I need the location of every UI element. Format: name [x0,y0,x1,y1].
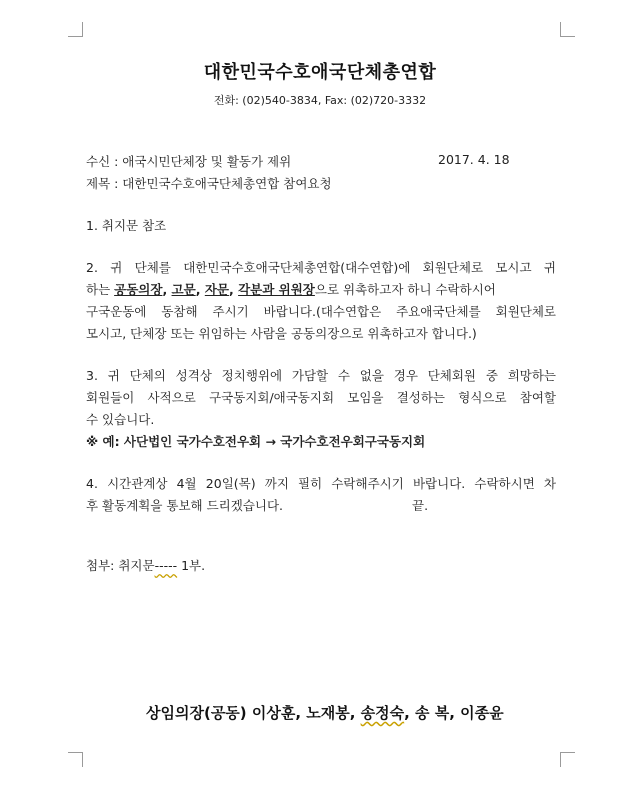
role-committee-chair: 각분과 위원장 [238,282,315,297]
closing-mark: 끝. [412,498,429,513]
role-consultant: 자문 [204,282,229,297]
item-3-line-1: 3. 귀 단체의 성격상 정치행위에 가담할 수 없을 경우 단체회원 중 희망하는 [86,368,556,383]
recipient-line: 수신 : 애국시민단체장 및 활동가 제위 [86,154,292,169]
page-corner-mark [560,22,575,37]
item-2-line-2: 하는 공동의장, 고문, 자문, 각분과 위원장으로 위촉하고자 하니 수락하시어 [86,282,496,297]
item-3-line-2: 회원들이 사적으로 구국동지회/애국동지회 모임을 결성하는 형식으로 참여할 [86,390,556,405]
page-corner-mark [68,22,83,37]
subject-line: 제목 : 대한민국수호애국단체총연합 참여요청 [86,176,332,191]
page-corner-mark [68,752,83,767]
contact-info: 전화: (02)540-3834, Fax: (02)720-3332 [213,94,427,107]
item-4-line-1: 4. 시간관계상 4월 20일(목) 까지 필히 수락해주시기 바랍니다. 수락하시면 차 [86,476,556,491]
attachment-line: 첨부: 취지문----- 1부. [86,558,206,573]
item-1: 1. 취지문 참조 [86,218,167,233]
document-date: 2017. 4. 18 [438,152,510,167]
role-cochair: 공동의장 [114,282,163,297]
item-2-line-1: 2. 귀 단체를 대한민국수호애국단체총연합(대수연합)에 회원단체로 모시고 귀 [86,260,556,275]
signature-line: 상임의장(공동) 이상훈, 노재봉, 송정숙, 송 복, 이종윤 [146,704,504,722]
item-3-line-3: 수 있습니다. [86,412,155,427]
page-corner-mark [560,752,575,767]
document-title: 대한민국수호애국단체총연합 [203,62,437,83]
role-advisor: 고문 [171,282,196,297]
signature-name-underlined: 송정숙 [360,704,405,722]
item-4-line-2: 후 활동계획을 통보해 드리겠습니다. [86,498,284,513]
item-2-line-3: 구국운동에 동참해 주시기 바랍니다.(대수연합은 주요애국단체를 회원단체로 [86,304,556,319]
item-3-example: ※ 예: 사단법인 국가수호전우회 → 국가수호전우회구국동지회 [86,434,426,449]
item-2-line-4: 모시고, 단체장 또는 위임하는 사람을 공동의장으로 위촉하고자 합니다.) [86,326,477,341]
